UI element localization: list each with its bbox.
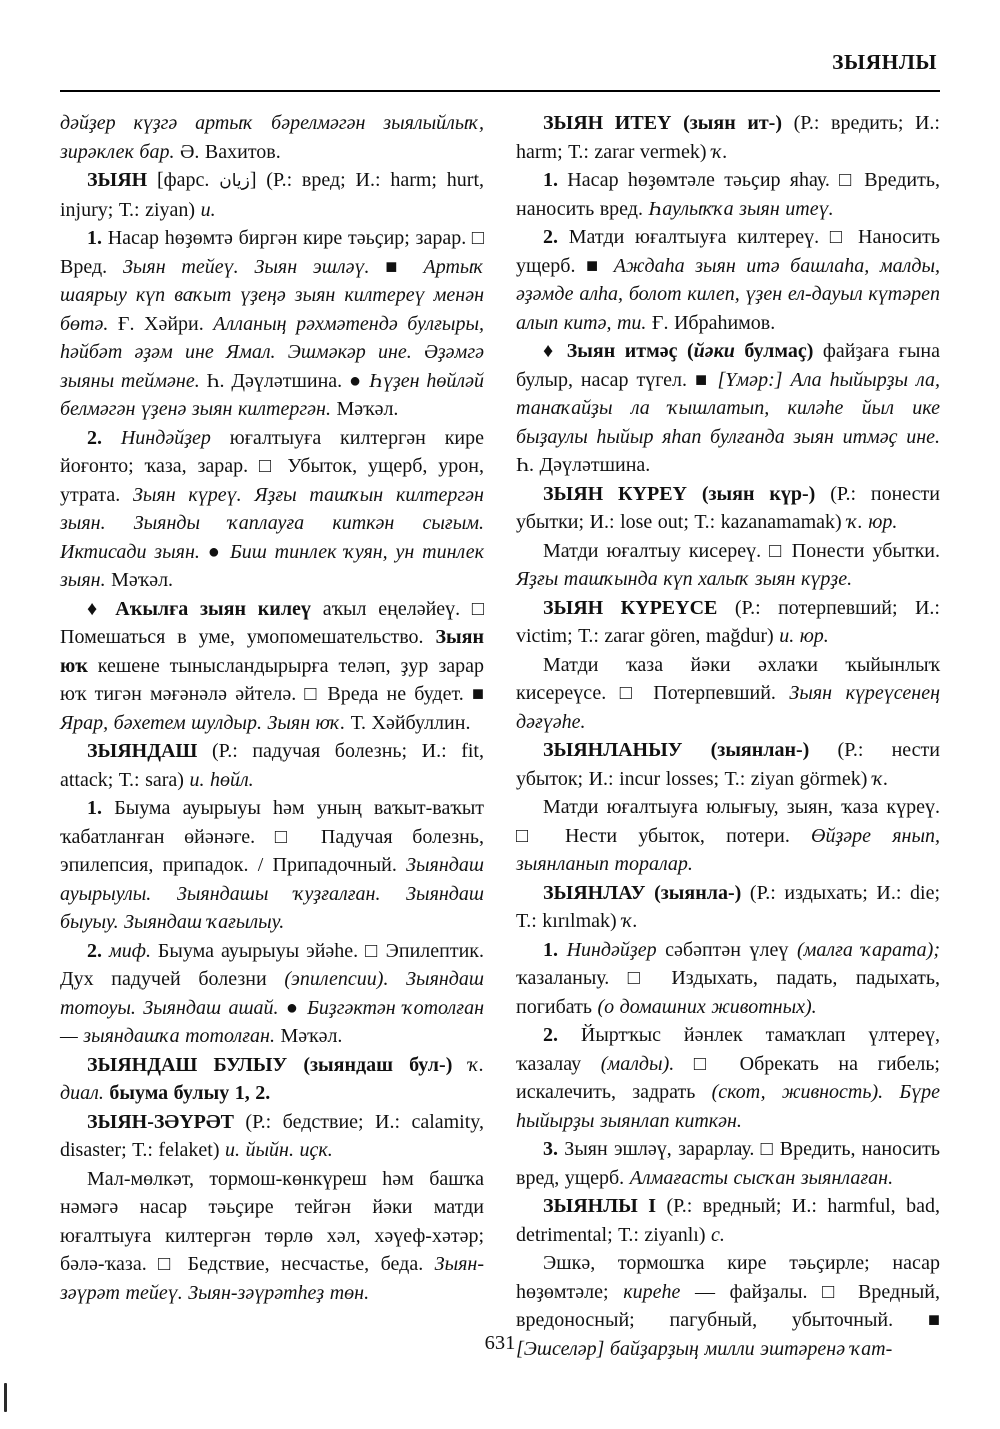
- text-segment: ♦: [543, 340, 567, 362]
- text-segment: кешене тынысландырырға теләп, ҙур зарар юҡ тигән мәғәнәлә әйтелә. □ Вреда не будет. ■: [60, 654, 484, 705]
- text-segment: Ниндәйҙер: [566, 938, 657, 961]
- text-segment: 2.: [87, 939, 102, 962]
- text-segment: [Үмәр:] Ала һыйырҙы ла, танаҡайҙы ла ҡышлатып, киләһе йыл ике быҙаулы һыйыр яһап булғанда зыян итмәҫ ине.: [516, 368, 941, 448]
- text-segment: Һаулыҡҡа зыян итеү.: [648, 197, 834, 220]
- text-segment: 2.: [543, 1024, 558, 1046]
- text-segment: файҙаға ғына булыр, насар түгел. ■: [516, 340, 940, 391]
- text-segment: ЗЫЯНДАШ БУЛЫУ (зыяндаш бул-): [87, 1053, 453, 1076]
- text-segment: ЗЫЯН: [87, 169, 148, 191]
- dictionary-paragraph: [60, 1051, 484, 1108]
- text-segment: 2.: [87, 426, 102, 449]
- text-segment: ●: [199, 540, 230, 563]
- text-segment: Йыртҡыс йәнлек тамаҡлап үлтереү, ҡазалау: [516, 1024, 940, 1075]
- text-segment: и. һөйл.: [189, 768, 254, 791]
- text-segment: 3.: [543, 1138, 558, 1160]
- text-segment: 1.: [543, 938, 558, 961]
- dictionary-paragraph: [60, 737, 484, 794]
- text-segment: Быума ауырыуы эйәһе. □ Эпилептик. Дух падучей болезни: [60, 939, 484, 990]
- text-segment: [452, 1054, 468, 1076]
- text-segment: Эшкә, тормошҡа кире тәьҫирле; насар һөҙөмтәле;: [516, 1252, 940, 1303]
- text-segment: Ғ. Ибраһимов.: [646, 311, 776, 334]
- text-segment: Зыян эшләү, зарарлау. □ Вредить, наносить вред, ущерб.: [516, 1138, 940, 1189]
- text-segment: (Р.: вредный; И.: harmful, bad, detrimental; Т.: ziyanlı): [516, 1195, 940, 1246]
- text-segment: и.: [200, 198, 216, 221]
- text-segment: ҡ.: [622, 910, 638, 932]
- text-segment: Т. Хәйбуллин.: [345, 711, 471, 734]
- text-segment: Зыян юҡ: [60, 626, 484, 677]
- text-segment: [фарс.: [147, 169, 220, 191]
- dictionary-paragraph: [516, 1192, 940, 1249]
- text-segment: ЗЫЯН КҮРЕҮСЕ: [543, 596, 718, 619]
- text-segment: [102, 940, 109, 962]
- text-segment: йәки: [693, 340, 735, 362]
- dictionary-paragraph: [516, 736, 940, 793]
- dictionary-paragraph: [516, 1135, 940, 1192]
- text-segment: (малға ҡарата);: [796, 938, 941, 961]
- text-segment: Насар һөҙөмтәле тәьҫир яһау. □ Вредить, наносить вред.: [516, 169, 940, 220]
- dictionary-paragraph: [60, 224, 484, 424]
- text-segment: 1.: [87, 797, 102, 819]
- text-segment: Алланың рәхмәтендә булғыры, һәйбәт әҙәм ине Ямал. Эшмәкәр ине. Әҙәмгә зыяны теймәне.: [60, 312, 484, 392]
- text-segment: Мәҡәл.: [330, 398, 399, 420]
- text-segment: ҡ.: [712, 140, 728, 163]
- text-segment: быума булыу 1, 2.: [109, 1082, 271, 1104]
- text-segment: Зыяндаш ауырыулы. Зыяндашы ҡуҙғалған. Зыяндаш быуыу. Зыяндаш ҡағылыу.: [60, 854, 484, 933]
- dictionary-paragraph: [516, 109, 940, 166]
- text-segment: аҡыл еңеләйеү. □ Помешаться в уме, умопомешательство.: [60, 597, 485, 648]
- text-segment: زيان: [219, 171, 250, 191]
- text-segment: булмаҫ): [734, 340, 814, 362]
- text-segment: ■: [369, 255, 424, 278]
- text-segment: сәбәптән үлеү: [656, 938, 797, 961]
- text-segment: ЗЫЯНДАШ: [87, 740, 198, 762]
- text-segment: Биш тинлек ҡуян, ун тинлек зыян.: [60, 540, 484, 591]
- text-segment: Ғ. Хәйри.: [108, 312, 214, 335]
- text-segment: (Р.: издыхать; И.: die; Т.: kırılmak): [516, 881, 940, 932]
- text-segment: Зыян тейеү. Зыян эшләү.: [122, 255, 370, 278]
- text-segment: 2.: [543, 226, 558, 248]
- dictionary-paragraph: [60, 166, 484, 224]
- text-segment: (о домашних животных).: [597, 995, 817, 1018]
- text-segment: [Эшселәр] байҙарҙың милли эштәренә ҡат-: [516, 1337, 893, 1360]
- text-segment: ҡазаланыу. □ Издыхать, падать, падыхать, погибать: [516, 967, 940, 1018]
- text-segment: (Р.: нести убыток; И.: incur losses; Т.: ziyan görmek): [516, 739, 940, 790]
- text-segment: Һ. Дәүләтшина. ●: [199, 369, 370, 392]
- text-segment: ҡ.: [872, 767, 889, 790]
- text-segment: 1.: [87, 227, 102, 249]
- text-segment: ЗЫЯНЛАНЫУ (зыянлан-): [543, 739, 810, 761]
- text-segment: ҡ. диал.: [60, 1053, 484, 1104]
- text-segment: Ә. Вахитов.: [174, 140, 281, 163]
- dictionary-paragraph: [516, 337, 940, 480]
- running-head: ЗЫЯНЛЫ: [832, 50, 937, 74]
- text-segment: Алмағасты сысҡан зыянлаған.: [629, 1166, 894, 1189]
- text-segment: Зыян итмәҫ (: [566, 340, 694, 362]
- text-segment: киреһе: [623, 1280, 681, 1303]
- text-segment: юғалтыуға килтергән кире йоғонто; ҡаза, зарар. □ Убыток, ущерб, урон, утрата.: [60, 426, 484, 506]
- dictionary-paragraph: [60, 937, 484, 1051]
- text-segment: Биҙгәктән ҡотолған — зыяндашҡа тотолған.: [60, 996, 484, 1047]
- text-segment: Матди юғалтыуға килтереү. □ Наносить ущерб. ■: [516, 226, 940, 277]
- text-segment: — файҙалы. □ Вредный, вредоносный; пагубный, убыточный. ■: [516, 1280, 940, 1331]
- page-number: 631: [484, 1332, 516, 1354]
- text-segment: ] (Р.: вред; И.: harm; hurt, injury; Т.: ziyan): [60, 169, 485, 221]
- dictionary-paragraph: [60, 109, 484, 166]
- text-segment: Һүҙен һөйләй белмәгән үҙенә зыян килтергән.: [60, 369, 485, 420]
- dictionary-paragraph: [60, 424, 484, 595]
- text-segment: Зыян күреү. Яҙғы ташҡын килтергән зыян. Зыянды ҡаплауға киткән сығым. Иктисади зыян.: [60, 483, 484, 563]
- text-segment: Аҡылға зыян килеү: [115, 597, 311, 620]
- text-segment: и. йыйн. иҫк.: [225, 1139, 333, 1161]
- dictionary-paragraph: [516, 879, 940, 936]
- column-left: [60, 109, 484, 1363]
- dictionary-paragraph: [516, 166, 940, 223]
- dictionary-paragraph: [516, 651, 940, 737]
- text-segment: Насар һөҙөмтә биргән кире тәьҫир; зарар. □ Вред.: [60, 227, 484, 278]
- dictionary-paragraph: [60, 1108, 484, 1165]
- text-segment: Быума ауырыуы һәм уның ваҡыт-ваҡыт ҡабатланған өйәнәге. □ Падучая болезнь, эпилепсия, припадок. / Припадочный.: [60, 797, 484, 876]
- text-segment: Яҙғы ташҡында күп халыҡ зыян күрҙе.: [516, 568, 853, 590]
- text-segment: □ Обрекать на гибель; искалечить, задрать: [516, 1052, 940, 1103]
- text-segment: (Р.: вредить; И.: harm; Т.: zarar vermek): [516, 112, 940, 163]
- text-segment: [883, 1081, 899, 1103]
- text-segment: Мал-мөлкәт, тормош-көнкүреш һәм башҡа нәмәгә насар тәьҫире тейгән йәки матди юғалтыуға килтергән төрлө хәл, хәүеф-хәтәр; бәлә-ҡаза. □ Бедствие, несчастье, беда.: [60, 1167, 484, 1275]
- text-segment: Ниндәйҙер: [120, 426, 211, 449]
- body-columns: [60, 109, 940, 1363]
- text-segment: Мәҡәл.: [274, 1025, 343, 1047]
- text-segment: ЗЫЯНЛАУ (зыянла-): [543, 881, 742, 904]
- text-segment: [558, 939, 567, 961]
- dictionary-paragraph: [516, 537, 940, 594]
- dictionary-paragraph: [516, 480, 940, 537]
- dictionary-paragraph: [60, 794, 484, 937]
- text-segment: и. юр.: [779, 625, 829, 647]
- text-segment: (скот, живность).: [711, 1081, 884, 1103]
- text-segment: дәйҙер күҙгә артыҡ бәрелмәгән зыялыйлыҡ, зирәклек бар.: [60, 112, 484, 163]
- text-segment: (Р.: потерпевший; И.: victim; Т.: zarar gören, mağdur): [516, 596, 940, 647]
- text-segment: (Р.: падучая болезнь; И.: fit, attack; Т.: sara): [60, 740, 484, 791]
- text-segment: ЗЫЯН ИТЕҮ (зыян ит-): [543, 112, 782, 134]
- text-segment: (Р.: бедствие; И.: calamity, disaster; Т.: felaket): [60, 1110, 484, 1161]
- text-segment: Һ. Дәүләтшина.: [516, 454, 651, 476]
- text-segment: миф.: [108, 939, 151, 962]
- text-segment: Зыян күреүсенең дәғүәһе.: [516, 682, 941, 733]
- text-segment: Өйҙәре янып, зыянланып торалар.: [516, 824, 940, 875]
- dictionary-paragraph: [516, 594, 940, 651]
- text-segment: (малды).: [600, 1052, 675, 1075]
- text-segment: ЗЫЯН КҮРЕҮ (зыян күр-): [543, 482, 816, 505]
- text-segment: ♦: [87, 597, 116, 620]
- text-segment: 1.: [543, 169, 558, 191]
- text-segment: Аждаһа зыян итә башлаһа, малды, әҙәмде алһа, болот килеп, үҙен ел-дауыл күтәреп алып китә, ти.: [516, 254, 940, 334]
- dictionary-paragraph: [516, 1021, 940, 1135]
- text-segment: Ярар, бәхетем шулдыр. Зыян юҡ.: [60, 711, 346, 734]
- text-segment: Артыҡ шаярыу күп ваҡыт үҙеңә зыян килтереү менән бөтә.: [60, 255, 484, 335]
- text-segment: ЗЫЯНЛЫ I: [543, 1195, 656, 1217]
- header-rule: [60, 90, 940, 92]
- dictionary-paragraph: [516, 793, 940, 879]
- dictionary-paragraph: [516, 936, 940, 1022]
- dictionary-paragraph: [60, 1165, 484, 1308]
- text-segment: Зыян-зәүрәт тейеү. Зыян-зәүрәтһеҙ төн.: [60, 1253, 484, 1304]
- text-segment: Мәҡәл.: [105, 569, 174, 591]
- text-segment: (эпилепсии). Зыяндаш тотоуы. Зыяндаш ашай.: [60, 968, 484, 1019]
- dictionary-paragraph: [60, 595, 484, 738]
- text-segment: ЗЫЯН-ЗӘҮРӘТ: [87, 1110, 234, 1133]
- column-right: [516, 109, 940, 1363]
- text-segment: Матди ҡаза йәки әхлаҡи ҡыйынлыҡ кисереүсе. □ Потерпевший.: [516, 653, 940, 704]
- text-segment: ҡ. юр.: [847, 511, 898, 533]
- text-segment: Бүре һыйырҙы зыянлап киткән.: [516, 1081, 940, 1132]
- dictionary-paragraph: [516, 223, 940, 337]
- text-segment: Матди юғалтыу кисереү. □ Понести убытки.: [543, 539, 940, 562]
- text-segment: Матди юғалтыуға юлығыу, зыян, ҡаза күреү. □ Нести убыток, потери.: [516, 796, 940, 847]
- scan-artifact: [4, 1383, 7, 1412]
- text-segment: (Р.: понести убытки; И.: lose out; Т.: kazanamamak): [516, 482, 940, 533]
- text-segment: [102, 427, 121, 449]
- text-segment: ●: [278, 996, 308, 1019]
- text-segment: с.: [711, 1223, 725, 1246]
